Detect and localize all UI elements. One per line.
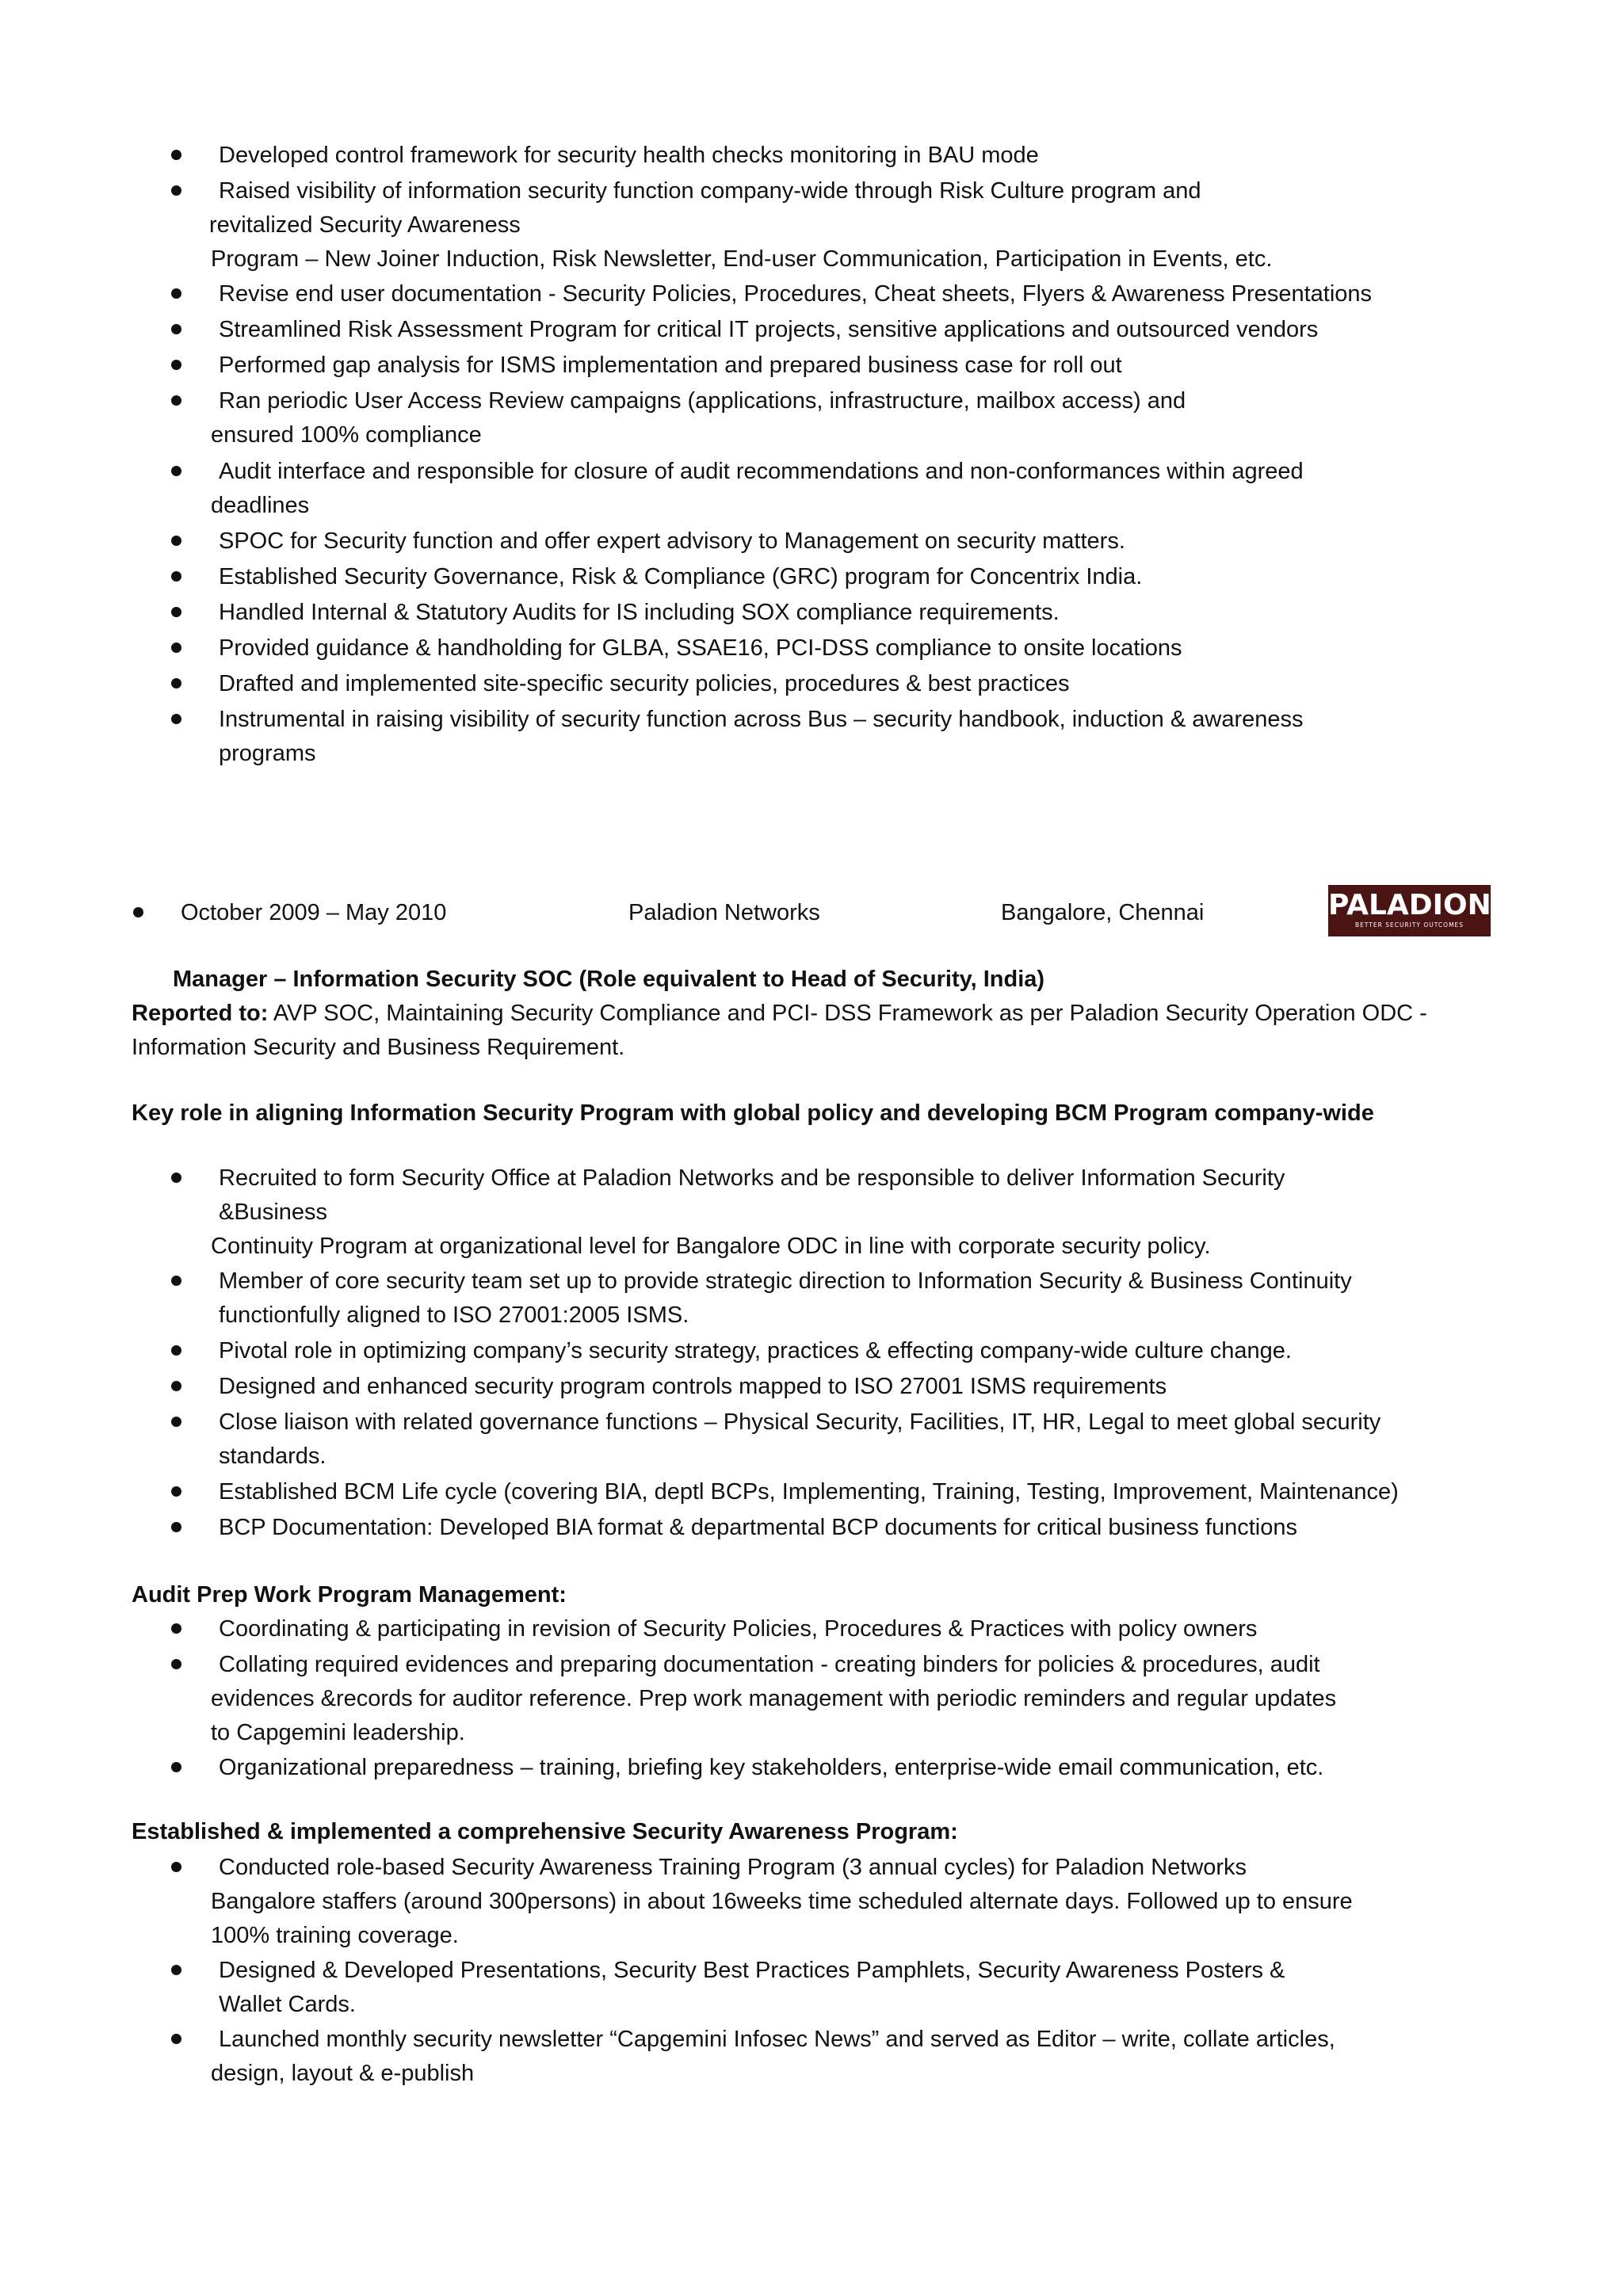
bullet-icon: [171, 1276, 181, 1286]
bullet-icon: [171, 678, 181, 688]
bullet-icon: [133, 907, 143, 917]
bullet-icon: [171, 1417, 181, 1427]
list-item-continuation: ensured 100% compliance: [211, 422, 482, 448]
job-company: Paladion Networks: [628, 900, 820, 925]
list-item-continuation: Wallet Cards.: [219, 1992, 356, 2017]
awareness-heading: Established & implemented a comprehensive Security Awareness Program:: [132, 1819, 958, 1844]
bullet-icon: [171, 360, 181, 370]
list-item-continuation: programs: [219, 741, 316, 766]
list-item-continuation: &Business: [219, 1199, 328, 1225]
list-item: Raised visibility of information security function company-wide through Risk Culture program and: [219, 178, 1201, 204]
reported-to-text: AVP SOC, Maintaining Security Compliance and PCI- DSS Framework as per Paladion Security Operation ODC -: [268, 1001, 1427, 1026]
reported-to-label: Reported to:: [132, 1001, 269, 1026]
bullet-icon: [171, 1762, 181, 1772]
logo-tagline: BETTER SECURITY OUTCOMES: [1354, 921, 1465, 929]
list-item: Established BCM Life cycle (covering BIA, deptl BCPs, Implementing, Training, Testing, Improvement, Maintenance): [219, 1479, 1399, 1505]
list-item: Handled Internal & Statutory Audits for IS including SOX compliance requirements.: [219, 600, 1060, 625]
list-item: Instrumental in raising visibility of security function across Bus – security handbook, induction & awareness: [219, 707, 1304, 732]
list-item: Performed gap analysis for ISMS implementation and prepared business case for roll out: [219, 353, 1122, 378]
bullet-icon: [171, 185, 181, 196]
key-role-heading: Key role in aligning Information Security Program with global policy and developing BCM Program company-wide: [132, 1100, 1374, 1126]
list-item: Ran periodic User Access Review campaigns (applications, infrastructure, mailbox access) and: [219, 388, 1186, 414]
bullet-icon: [171, 150, 181, 160]
bullet-icon: [171, 571, 181, 582]
job-location: Bangalore, Chennai: [1001, 900, 1205, 925]
bullet-icon: [171, 1623, 181, 1634]
bullet-icon: [171, 1173, 181, 1183]
list-item-continuation: Bangalore staffers (around 300persons) in about 16weeks time scheduled alternate days. Followed up to ensure: [211, 1889, 1353, 1914]
list-item: Pivotal role in optimizing company’s security strategy, practices & effecting company-wide culture change.: [219, 1338, 1292, 1363]
reported-to-continuation: Information Security and Business Requirement.: [132, 1035, 625, 1060]
list-item: BCP Documentation: Developed BIA format & departmental BCP documents for critical business functions: [219, 1515, 1298, 1540]
bullet-icon: [171, 536, 181, 546]
bullet-icon: [171, 1381, 181, 1391]
bullet-icon: [171, 466, 181, 476]
list-item-continuation: to Capgemini leadership.: [211, 1720, 465, 1745]
bullet-icon: [171, 395, 181, 406]
list-item-continuation: Program – New Joiner Induction, Risk Newsletter, End-user Communication, Participation in Events, etc.: [211, 246, 1273, 272]
list-item: Established Security Governance, Risk & Compliance (GRC) program for Concentrix India.: [219, 564, 1143, 589]
list-item-continuation: revitalized Security Awareness: [209, 212, 521, 238]
list-item: Provided guidance & handholding for GLBA, SSAE16, PCI-DSS compliance to onsite locations: [219, 635, 1182, 661]
bullet-icon: [171, 1659, 181, 1669]
list-item: Organizational preparedness – training, briefing key stakeholders, enterprise-wide email communication, etc.: [219, 1755, 1324, 1780]
list-item-continuation: deadlines: [211, 493, 310, 518]
list-item: Audit interface and responsible for closure of audit recommendations and non-conformances within agreed: [219, 459, 1304, 484]
reported-to-line: [132, 996, 1427, 1031]
list-item: Recruited to form Security Office at Paladion Networks and be responsible to deliver Information Security: [219, 1165, 1285, 1191]
list-item: Member of core security team set up to provide strategic direction to Information Security & Business Continuity: [219, 1268, 1352, 1294]
bullet-icon: [171, 1522, 181, 1532]
list-item: Close liaison with related governance functions – Physical Security, Facilities, IT, HR, Legal to meet global security: [219, 1409, 1381, 1435]
bullet-icon: [171, 607, 181, 617]
list-item-continuation: standards.: [219, 1444, 327, 1469]
list-item: Revise end user documentation - Security Policies, Procedures, Cheat sheets, Flyers & Awareness Presentations: [219, 281, 1373, 307]
list-item-continuation: functionfully aligned to ISO 27001:2005 ISMS.: [219, 1302, 689, 1328]
list-item: Streamlined Risk Assessment Program for critical IT projects, sensitive applications and outsourced vendors: [219, 317, 1319, 342]
list-item: Designed & Developed Presentations, Security Best Practices Pamphlets, Security Awareness Posters &: [219, 1958, 1285, 1983]
list-item: Collating required evidences and preparing documentation - creating binders for policies & procedures, audit: [219, 1652, 1320, 1677]
list-item: Developed control framework for security health checks monitoring in BAU mode: [219, 143, 1039, 168]
list-item-continuation: evidences &records for auditor reference. Prep work management with periodic reminders and regular updates: [211, 1686, 1337, 1711]
list-item: Coordinating & participating in revision of Security Policies, Procedures & Practices with policy owners: [219, 1616, 1258, 1642]
list-item-continuation: design, layout & e-publish: [211, 2061, 475, 2086]
bullet-icon: [171, 1345, 181, 1356]
bullet-icon: [171, 288, 181, 299]
job-dates: October 2009 – May 2010: [181, 900, 447, 925]
bullet-icon: [171, 324, 181, 334]
list-item: SPOC for Security function and offer expert advisory to Management on security matters.: [219, 528, 1125, 554]
bullet-icon: [171, 1862, 181, 1872]
list-item-continuation: Continuity Program at organizational level for Bangalore ODC in line with corporate security policy.: [211, 1234, 1211, 1259]
bullet-icon: [171, 2034, 181, 2044]
list-item: Launched monthly security newsletter “Capgemini Infosec News” and served as Editor – write, collate articles,: [219, 2027, 1335, 2052]
logo-wordmark: PALADION: [1328, 889, 1491, 921]
paladion-logo: [1328, 885, 1491, 936]
list-item: Designed and enhanced security program controls mapped to ISO 27001 ISMS requirements: [219, 1374, 1167, 1399]
bullet-icon: [171, 714, 181, 724]
list-item: Conducted role-based Security Awareness Training Program (3 annual cycles) for Paladion Networks: [219, 1855, 1247, 1880]
list-item-continuation: 100% training coverage.: [211, 1923, 459, 1948]
bullet-icon: [171, 1486, 181, 1497]
bullet-icon: [171, 1965, 181, 1975]
job-role-title: Manager – Information Security SOC (Role equivalent to Head of Security, India): [173, 967, 1045, 992]
list-item: Drafted and implemented site-specific security policies, procedures & best practices: [219, 671, 1070, 696]
audit-heading: Audit Prep Work Program Management:: [132, 1582, 567, 1608]
bullet-icon: [171, 643, 181, 653]
